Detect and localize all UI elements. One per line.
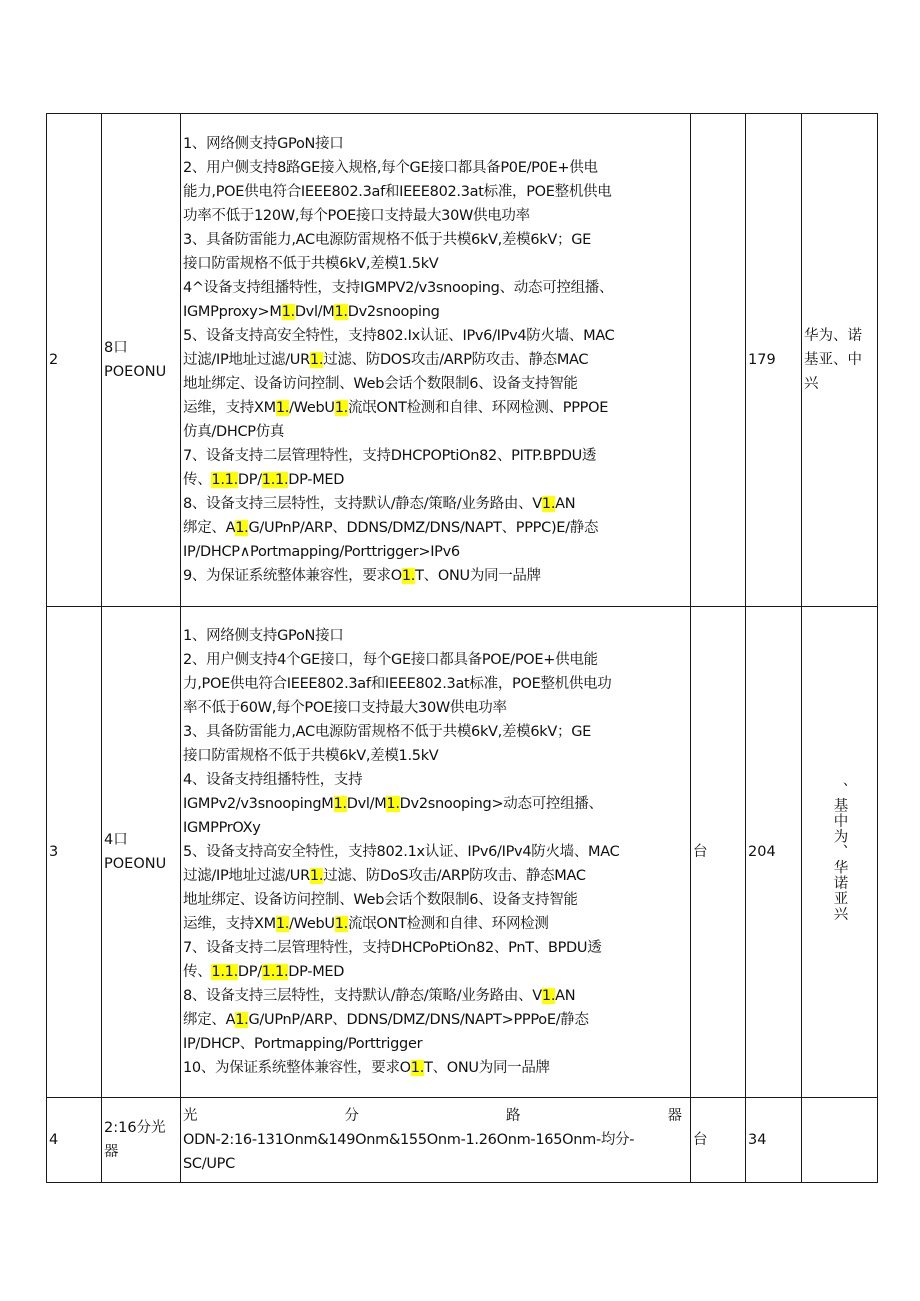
spec-line [183,516,688,540]
equipment-spec-table [46,113,878,1183]
spec-line [183,252,688,276]
spec-line [183,888,688,912]
spec-line [183,396,688,420]
spec-line [183,444,688,468]
spec-segment: 4^设备支持组播特性，支持IGMPV2∕v3snooping、动态可控组播、 [183,280,614,296]
spec-segment: 传、 [183,472,212,488]
highlighted-text: 1. [235,1012,249,1028]
spec-segment: IGMPv2∕v3snoopingM [183,796,334,812]
cell-line: POEONU [104,364,167,380]
row-number: 3 [49,844,59,860]
spec-segment: 地址绑定、设备访问控制、Web会话个数限制6、设备支持智能 [183,892,578,908]
spec-line [183,648,688,672]
highlighted-text: 1.1. [211,472,238,488]
product-name-cell [102,114,181,607]
product-name [104,828,178,876]
cell-line: 基亚、中 [804,352,862,368]
cell-line: 8口 [104,340,128,356]
spec-line [183,204,688,228]
spec-line [183,132,688,156]
row-number: 2 [49,352,59,368]
spec-segment: 率不低于60W,每个POE接口支持最大30W供电功率 [183,700,507,716]
spec-segment: 过滤/IP地址过滤/UR [183,352,310,368]
spec-line [183,768,688,792]
product-name-cell [102,607,181,1098]
spec-segment: Dvl∕M [346,796,387,812]
spec-line [183,816,688,840]
cell-line: 2:16分光 [104,1120,166,1136]
spec-segment: 7、设备支持二层管理特性，支持DHCPoPtiOn82、PnT、BPDU透 [183,940,602,956]
spec-segment: 5、设备支持高安全特性，支持802.Ix认证、IPv6∕IPv4防火墙、MAC [183,328,615,344]
highlighted-text: 1.1. [261,472,289,488]
highlighted-text: 1. [309,352,324,368]
spec-segment: 10、为保证系统整体兼容性，要求O [183,1060,411,1076]
product-name-cell [102,1098,181,1183]
spec-title [183,1104,688,1128]
cell-line: 兴 [804,376,819,392]
spec-line [183,672,688,696]
cell-line: 华为、诺 [804,328,862,344]
highlighted-text: 1. [541,988,556,1004]
product-name [104,336,178,384]
spec-line [183,300,688,324]
spec-segment: 9、为保证系统整体兼容性，要求O [183,568,402,584]
spec-line [183,624,688,648]
spec-segment: 7、设备支持二层管理特性，支持DHCPOPtiOn82、PITP.BPDU透 [183,448,597,464]
spec-line [183,420,688,444]
spec-cell [181,1098,691,1183]
highlighted-text: 1. [410,1060,425,1076]
quantity-cell [746,607,802,1098]
spec-segment: IP∕DHCP∧Portmapping/Porttrigger>IPv6 [183,544,460,560]
spec-line [183,984,688,1008]
cell-line: 器 [104,1144,119,1160]
cell-line: POEONU [104,856,167,872]
highlighted-text: 1. [334,304,348,320]
highlighted-text: 1. [275,400,290,416]
spec-line [183,960,688,984]
spec-segment: 3、具备防雷能力,AC电源防雷规格不低于共模6kV,差模6kV；GE [183,724,592,740]
spec-segment: 过滤、防DoS攻击/ARP防攻击、静态MAC [323,868,586,884]
spec-segment: ODN-2:16-131Onm&149Onm&155Onm-1.26Onm-165Onm-均分- [183,1132,635,1148]
spec-line [183,180,688,204]
spec-line [183,912,688,936]
brand-text [804,324,875,396]
spec-line [183,156,688,180]
brand-cell [802,607,878,1098]
spec-segment: 8、设备支持三层特性，支持默认/静态/策略/业务路由、V [183,496,542,512]
spec-title-char: 分 [344,1108,359,1124]
spec-segment: 功率不低于120W,每个POE接口支持最大30W供电功率 [183,208,530,224]
spec-segment: 仿真/DHCP仿真 [183,424,285,440]
highlighted-text: 1. [309,868,324,884]
quantity-cell [746,114,802,607]
spec-segment: T、ONU为同一品牌 [424,1060,550,1076]
spec-segment: 流氓ONT检测和自律、环网检测、PPPOE [347,400,609,416]
spec-segment: 1、网络侧支持GPoN接口 [183,136,344,152]
spec-line [183,564,688,588]
spec-line [183,492,688,516]
spec-segment: 力,POE供电符合IEEE802.3af和IEEE802.3at标准，POE整机供电功 [183,676,612,692]
spec-segment: 传、 [183,964,212,980]
spec-line [183,720,688,744]
row-number-cell [47,607,102,1098]
spec-line [183,540,688,564]
spec-segment: 1、网络侧支持GPoN接口 [183,628,344,644]
spec-segment: IP/DHCP、Portmapping/Porttrigger [183,1036,423,1052]
spec-line [183,936,688,960]
brand-cell [802,114,878,607]
highlighted-text: 1.1. [211,964,238,980]
spec-cell [181,607,691,1098]
spec-text [183,132,688,588]
unit-cell [691,607,746,1098]
spec-segment: Dv2snooping [347,304,440,320]
spec-segment: G/UPnP/ARP、DDNS/DMZ/DNS/NAPT>PPPoE/静态 [248,1012,589,1028]
spec-text [183,1128,688,1176]
spec-title-char: 器 [667,1108,682,1124]
highlighted-text: 1. [333,796,347,812]
spec-line [183,864,688,888]
spec-line [183,1032,688,1056]
spec-line [183,348,688,372]
spec-line [183,372,688,396]
spec-line [183,1128,688,1152]
spec-segment: 2、用户侧支持8路GE接入规格,每个GE接口都具备P0E/P0E+供电 [183,160,598,176]
spec-line [183,696,688,720]
spec-segment: Dv2snooping>动态可控组播、 [399,796,603,812]
spec-line [183,744,688,768]
table-row [47,607,878,1098]
table-row [47,114,878,607]
spec-segment: 5、设备支持高安全特性，支持802.1x认证、IPv6∕IPv4防火墙、MAC [183,844,620,860]
spec-segment: 运维，支持XM [183,916,276,932]
highlighted-text: 1. [401,568,416,584]
highlighted-text: 1. [281,304,295,320]
spec-segment: AN [555,496,576,512]
spec-segment: AN [555,988,576,1004]
spec-segment: 绑定、A [183,520,236,536]
spec-title-char: 光 [183,1108,198,1124]
spec-line [183,840,688,864]
spec-title-char: 路 [506,1108,521,1124]
spec-line [183,1008,688,1032]
spec-segment: 3、具备防雷能力,AC电源防雷规格不低于共模6kV,差模6kV；GE [183,232,592,248]
unit-cell [691,114,746,607]
spec-segment: IGMPproxy>M [183,304,282,320]
highlighted-text: 1. [334,400,348,416]
cell-line: 4口 [104,832,128,848]
quantity: 179 [748,352,776,368]
spec-segment: SC/UPC [183,1156,235,1172]
spec-segment: 接口防雷规格不低于共模6kV,差模1.5kV [183,256,439,272]
spec-segment: /WebU [289,400,335,416]
spec-segment: 运维，支持XM [183,400,276,416]
spec-segment: 地址绑定、设备访问控制、Web会话个数限制6、设备支持智能 [183,376,578,392]
highlighted-text: 1. [386,796,400,812]
spec-segment: 8、设备支持三层特性，支持默认/静态/策略/业务路由、V [183,988,542,1004]
product-name [104,1116,178,1164]
quantity: 34 [748,1132,767,1148]
spec-segment: DP-MED [288,472,345,488]
quantity-cell [746,1098,802,1183]
highlighted-text: 1. [541,496,556,512]
highlighted-text: 1.1. [261,964,289,980]
spec-text [183,624,688,1080]
unit: 台 [693,1132,708,1148]
spec-segment: DP/ [237,964,262,980]
brand-cell [802,1098,878,1183]
row-number-cell [47,1098,102,1183]
spec-segment: T、ONU为同一品牌 [415,568,541,584]
spec-line [183,276,688,300]
spec-segment: DP/ [237,472,262,488]
spec-line [183,1152,688,1176]
spec-segment: IGMPPrOXy [183,820,261,836]
unit-cell [691,1098,746,1183]
spec-segment: 能力,POE供电符合IEEE802.3af和IEEE802.3at标准，POE整机供电 [183,184,612,200]
spec-segment: 接口防雷规格不低于共模6kV,差模1.5kV [183,748,439,764]
brand-text: 、基中为、华诺亚兴 [831,782,848,922]
spec-segment: DP-MED [288,964,345,980]
unit: 台 [693,844,708,860]
spec-cell [181,114,691,607]
row-number: 4 [49,1132,59,1148]
highlighted-text: 1. [235,520,249,536]
spec-segment: Dvl∕M [294,304,335,320]
highlighted-text: 1. [275,916,290,932]
spec-segment: /WebU [289,916,335,932]
spec-segment: 绑定、A [183,1012,236,1028]
row-number-cell [47,114,102,607]
spec-segment: 4、设备支持组播特性，支持 [183,772,363,788]
spec-segment: 2、用户侧支持4个GE接口，每个GE接口都具备POE∕POE+供电能 [183,652,598,668]
spec-segment: 流氓ONT检测和自律、环网检测 [347,916,549,932]
spec-segment: 过滤、防DOS攻击/ARP防攻击、静态MAC [323,352,589,368]
quantity: 204 [748,844,776,860]
spec-line [183,792,688,816]
spec-segment: G/UPnP/ARP、DDNS/DMZ/DNS/NAPT、PPPC)E/静态 [248,520,599,536]
spec-line [183,228,688,252]
spec-line [183,468,688,492]
spec-line [183,1056,688,1080]
table-row [47,1098,878,1183]
spec-segment: 过滤/IP地址过滤/UR [183,868,310,884]
spec-line [183,324,688,348]
highlighted-text: 1. [334,916,348,932]
